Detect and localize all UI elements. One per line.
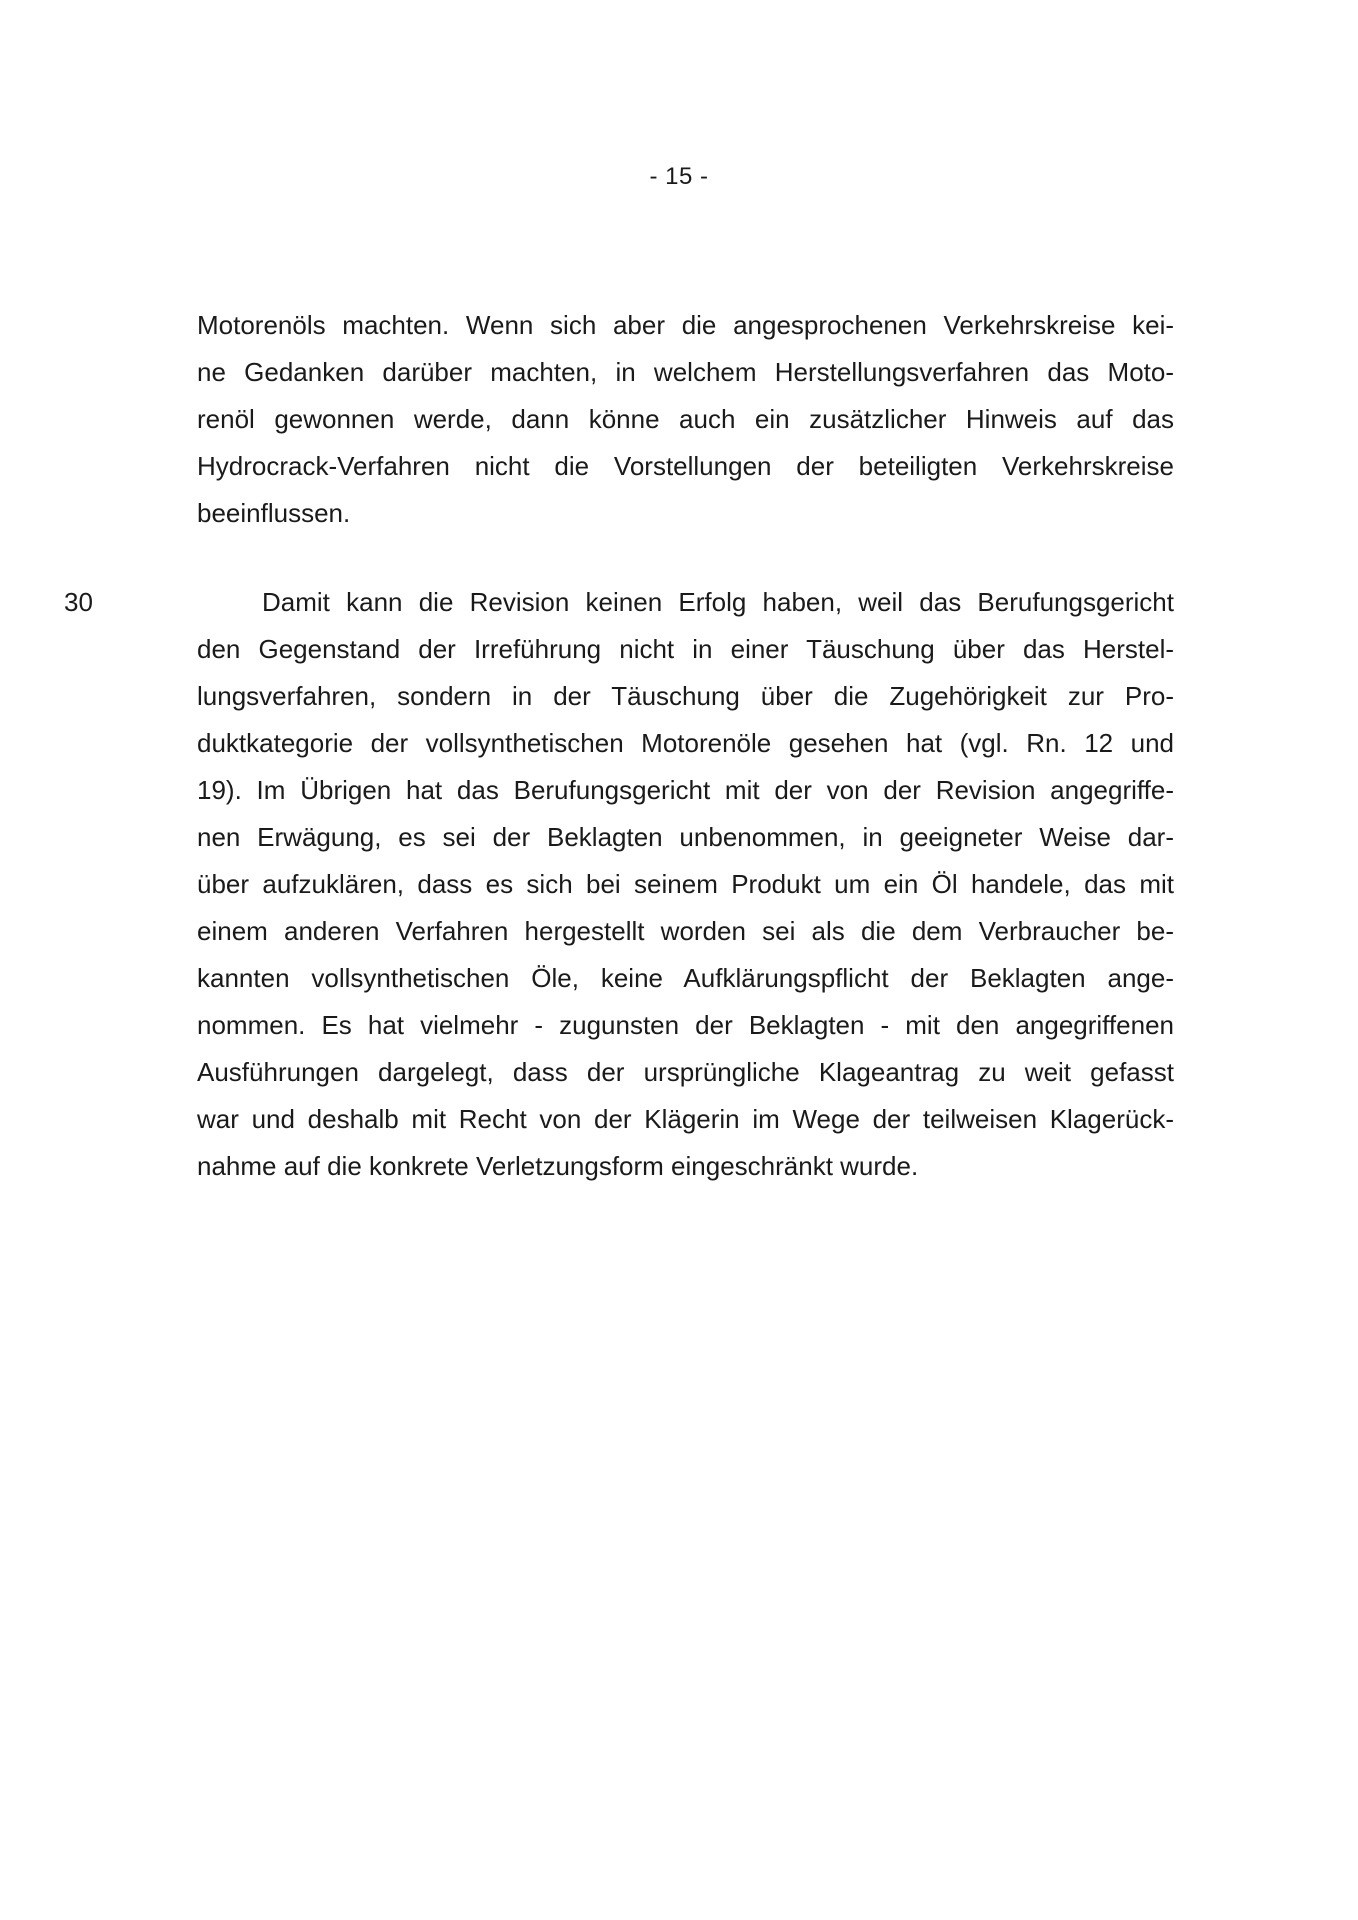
text-line: Hydrocrack-Verfahren nicht die Vorstellungen der beteiligten Verkehrskreise [197, 451, 1174, 481]
text-line: renöl gewonnen werde, dann könne auch ein zusätzlicher Hinweis auf das [197, 404, 1174, 434]
text-line: Damit kann die Revision keinen Erfolg haben, weil das Berufungsgericht [262, 587, 1174, 617]
text-line: duktkategorie der vollsynthetischen Motorenöle gesehen hat (vgl. Rn. 12 und [197, 728, 1174, 758]
text-line: 19). Im Übrigen hat das Berufungsgericht mit der von der Revision angegriffe- [197, 775, 1174, 805]
text-line: Ausführungen dargelegt, dass der ursprüngliche Klageantrag zu weit gefasst [197, 1057, 1174, 1087]
text-line: über aufzuklären, dass es sich bei seinem Produkt um ein Öl handele, das mit [197, 869, 1174, 899]
text-line: den Gegenstand der Irreführung nicht in einer Täuschung über das Herstel- [197, 634, 1174, 664]
text-line: nommen. Es hat vielmehr - zugunsten der Beklagten - mit den angegriffenen [197, 1010, 1174, 1040]
text-line: beeinflussen. [197, 498, 351, 528]
text-line: war und deshalb mit Recht von der Klägerin im Wege der teilweisen Klagerück- [197, 1104, 1174, 1134]
text-line: kannten vollsynthetischen Öle, keine Aufklärungspflicht der Beklagten ange- [197, 963, 1174, 993]
text-line: Motorenöls machten. Wenn sich aber die angesprochenen Verkehrskreise kei- [197, 310, 1174, 340]
margin-number: 30 [64, 587, 93, 617]
text-line: nahme auf die konkrete Verletzungsform eingeschränkt wurde. [197, 1151, 919, 1181]
page-number: - 15 - [649, 163, 709, 190]
text-line: einem anderen Verfahren hergestellt worden sei als die dem Verbraucher be- [197, 916, 1174, 946]
text-line: lungsverfahren, sondern in der Täuschung über die Zugehörigkeit zur Pro- [197, 681, 1174, 711]
text-line: ne Gedanken darüber machten, in welchem Herstellungsverfahren das Moto- [197, 357, 1174, 387]
text-line: nen Erwägung, es sei der Beklagten unbenommen, in geeigneter Weise dar- [197, 822, 1174, 852]
